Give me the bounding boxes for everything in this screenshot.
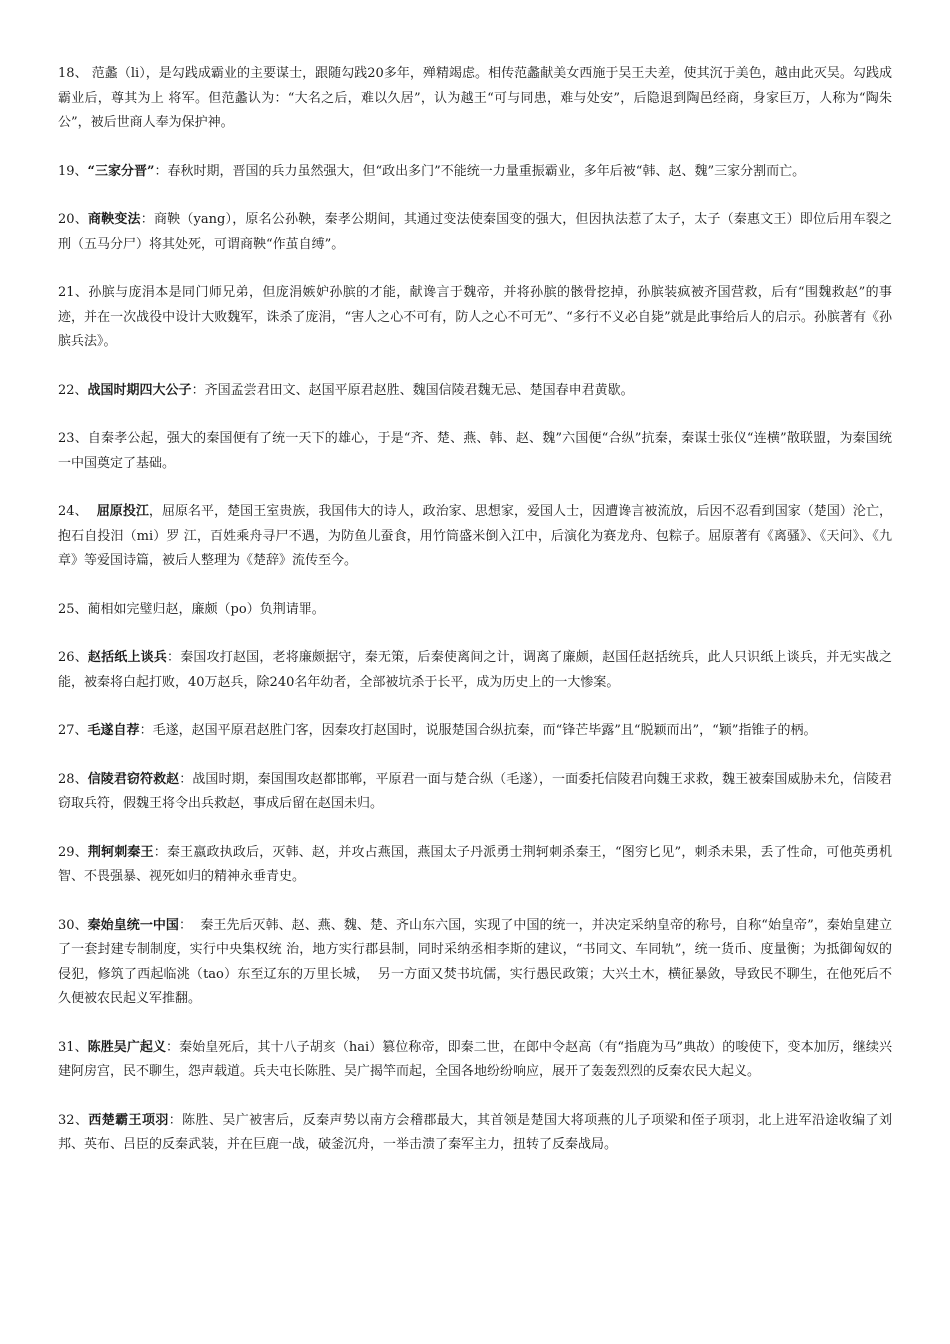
- entry-29: [58, 841, 892, 890]
- entry-24: [58, 500, 892, 574]
- entry-20: [58, 208, 892, 257]
- entry-body: ：商鞅（yang），原名公孙鞅，秦孝公期间，其通过变法使秦国变的强大，但因执法惹了太子，太子（秦惠文王）即位后用车裂之刑（五马分尸）将其处死，可谓商鞅“作茧自缚”。: [58, 212, 892, 252]
- entry-32: [58, 1109, 892, 1158]
- entry-body: ：毛遂，赵国平原君赵胜门客，因秦攻打赵国时，说服楚国合纵抗秦，而“锋芒毕露”且“脱颖而出”，“颖”指锥子的柄。: [139, 723, 817, 738]
- entry-number: 20、: [58, 212, 88, 227]
- entry-number: 23、: [58, 431, 88, 446]
- entry-body: 范蠡（li），是勾践成霸业的主要谋士，跟随勾践20多年，殚精竭虑。相传范蠡献美女西施于吴王夫差，使其沉于美色，越由此灭吴。勾践成霸业后，尊其为上 将军。但范蠡认为：“大名之后，难以久居”，认为越王“可与同患，难与处安”，后隐退到陶邑经商，身家巨万，人称为“陶朱公”，被后世商人奉为保护神。: [58, 66, 892, 130]
- entry-body: ，屈原名平，楚国王室贵族，我国伟大的诗人，政治家、思想家，爱国人士，因遭谗言被流放，后因不忍看到国家（楚国）沦亡，抱石自投汨（mi）罗 江，百姓乘舟寻尸不遇，为防鱼儿蚕食，用竹筒盛米倒入江中，后演化为赛龙舟、包粽子。屈原著有《离骚》、《天问》、《九章》等爱国诗篇，被后人整理为《楚辞》流传至今。: [58, 504, 892, 568]
- entry-number: 30、: [58, 917, 88, 933]
- entry-title: 西楚霸王项羽: [88, 1112, 169, 1128]
- entry-number: 28、: [58, 771, 88, 787]
- entry-body: ：陈胜、吴广被害后，反秦声势以南方会稽郡最大，其首领是楚国大将项燕的儿子项梁和侄子项羽，北上进军沿途收编了刘邦、英布、吕臣的反秦武装，并在巨鹿一战，破釜沉舟，一举击溃了秦军主力，扭转了反秦战局。: [58, 1112, 892, 1152]
- entry-25: [58, 598, 892, 623]
- entry-27: [58, 719, 892, 744]
- entry-23: [58, 427, 892, 476]
- entry-number: 31、: [58, 1039, 88, 1055]
- entry-title: 商鞅变法: [87, 212, 141, 227]
- entry-title: 赵括纸上谈兵: [87, 650, 168, 665]
- entry-body: ：齐国孟尝君田文、赵国平原君赵胜、魏国信陵君魏无忌、楚国春申君黄歇。: [191, 382, 634, 398]
- entry-body: ： 秦王先后灭韩、赵、燕、魏、楚、齐山东六国，实现了中国的统一，并决定采纳皇帝的称号，自称“始皇帝”，秦始皇建立了一套封建专制制度，实行中央集权统 治，地方实行郡县制，同时采纳丞相李斯的建议，“书同文、车同轨”，统一货币、度量衡；为抵御匈奴的侵犯，修筑了西起临洮（tao）东至辽东的万里长城， 另一方面又焚书坑儒，实行愚民政策；大兴土木，横征暴敛，导致民不聊生，在他死后不久便被农民起义军推翻。: [58, 917, 892, 1006]
- entry-body: ：秦王嬴政执政后，灭韩、赵，并攻占燕国，燕国太子丹派勇士荆轲刺杀秦王，“图穷匕见”，刺杀未果，丢了性命，可他英勇机智、不畏强暴、视死如归的精神永垂青史。: [58, 844, 892, 884]
- entry-number: 24、: [58, 504, 88, 519]
- entry-title: 屈原投江: [87, 504, 149, 519]
- entry-number: 26、: [58, 650, 88, 665]
- entry-22: [58, 379, 892, 404]
- entry-number: 25、: [58, 601, 88, 617]
- entry-26: [58, 646, 892, 695]
- entry-body: 蔺相如完璧归赵，廉颇（po）负荆请罪。: [87, 601, 325, 617]
- entry-body: ：春秋时期，晋国的兵力虽然强大，但“政出多门”不能统一力量重振霸业，多年后被“韩、赵、魏”三家分割而亡。: [154, 163, 806, 179]
- entry-body: ：战国时期，秦国围攻赵都邯郸，平原君一面与楚合纵（毛遂），一面委托信陵君向魏王求救，魏王被秦国威胁未允，信陵君窃取兵符，假魏王将令出兵救赵，事成后留在赵国未归。: [58, 771, 892, 811]
- entry-number: 32、: [58, 1112, 89, 1128]
- entry-title: 秦始皇统一中国: [87, 917, 179, 933]
- entry-title: 荆轲刺秦王: [87, 844, 154, 860]
- entry-title: 信陵君窃符救赵: [87, 771, 180, 787]
- entry-number: 29、: [58, 844, 88, 860]
- entry-31: [58, 1036, 892, 1085]
- entry-30: [58, 914, 892, 1012]
- entry-19: [58, 160, 892, 185]
- entry-title: “三家分晋”: [87, 163, 155, 179]
- entry-body: 自秦孝公起，强大的秦国便有了统一天下的雄心，于是“齐、楚、燕、韩、赵、魏”六国便“合纵”抗秦，秦谋士张仪“连横”散联盟，为秦国统一中国奠定了基础。: [58, 431, 892, 471]
- document-page: [58, 62, 892, 1182]
- entry-title: 战国时期四大公子: [87, 382, 192, 398]
- entry-number: 27、: [58, 723, 88, 738]
- entry-number: 21、: [58, 285, 89, 300]
- entry-title: 陈胜吴广起义: [87, 1039, 167, 1055]
- entry-number: 18、: [58, 66, 88, 81]
- entry-number: 19、: [58, 163, 88, 179]
- entry-body: 孙膑与庞涓本是同门师兄弟，但庞涓嫉妒孙膑的才能，献谗言于魏帝，并将孙膑的骸骨挖掉，孙膑装疯被齐国营救，后有“围魏救赵”的事迹，并在一次战役中设计大败魏军，诛杀了庞涓，“害人之心不可有，防人之心不可无”、“多行不义必自毙”就是此事给后人的启示。孙膑著有《孙膑兵法》。: [58, 285, 892, 349]
- entry-21: [58, 281, 892, 355]
- entry-18: [58, 62, 892, 136]
- entry-28: [58, 768, 892, 817]
- entry-body: ：秦国攻打赵国，老将廉颇据守，秦无策，后秦使离间之计，调离了廉颇，赵国任赵括统兵，此人只识纸上谈兵，并无实战之能，被秦将白起打败，40万赵兵，除240名年幼者，全部被坑杀于长平，成为历史上的一大惨案。: [58, 650, 892, 690]
- entry-body: ：秦始皇死后，其十八子胡亥（hai）篡位称帝，即秦二世，在郎中令赵高（有“指鹿为马”典故）的唆使下，变本加厉，继续兴建阿房宫，民不聊生，怨声载道。兵夫屯长陈胜、吴广揭竿而起，全国各地纷纷响应，展开了轰轰烈烈的反秦农民大起义。: [58, 1039, 892, 1079]
- entry-number: 22、: [58, 382, 88, 398]
- entry-title: 毛遂自荐: [87, 723, 140, 738]
